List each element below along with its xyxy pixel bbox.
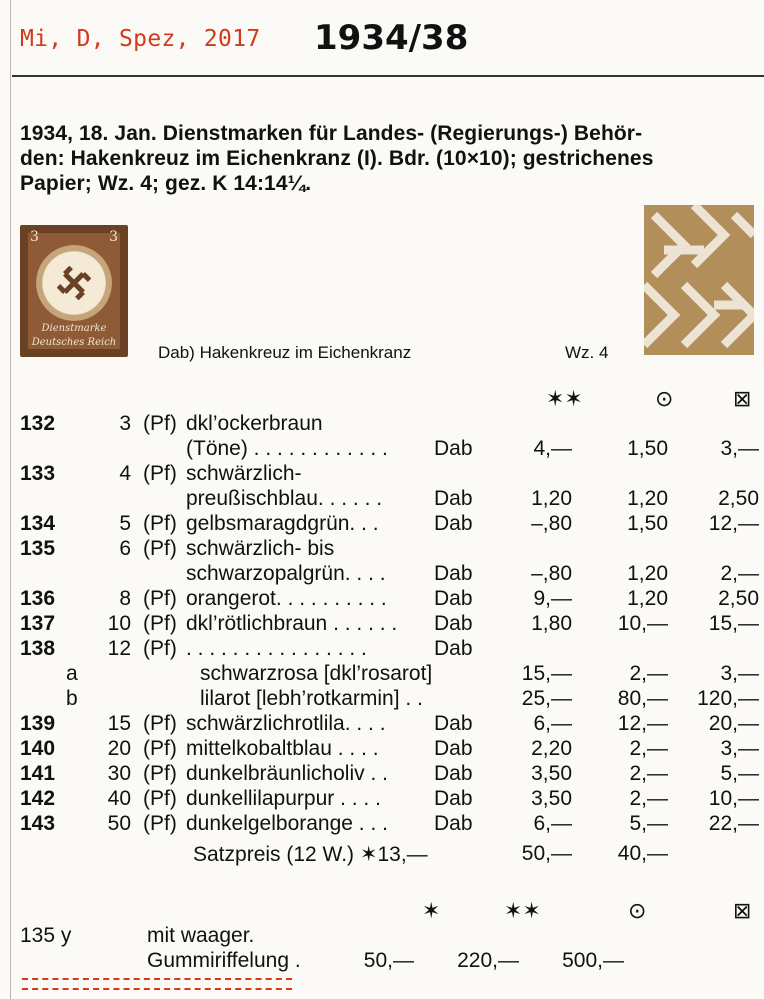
row-price-cover: 5,— bbox=[720, 762, 759, 785]
variant-used: 500,— bbox=[562, 949, 624, 972]
variant-mint: 220,— bbox=[457, 949, 519, 972]
row-number: b bbox=[66, 687, 78, 710]
row-description: schwärzlichrotlila. . . . bbox=[186, 712, 386, 735]
variant-row bbox=[0, 924, 764, 948]
row-price-used: 1,50 bbox=[627, 437, 668, 460]
stamp-value-right: 3 bbox=[109, 229, 118, 245]
row-value: 30 bbox=[107, 762, 131, 785]
row-type: Dab bbox=[434, 512, 473, 535]
row-price-cover: 2,50 bbox=[718, 487, 759, 510]
row-price-cover: 3,— bbox=[720, 737, 759, 760]
row-description: schwärzlich- bis bbox=[186, 537, 335, 560]
red-dashed-underline-2 bbox=[22, 988, 292, 990]
row-price-cover: 3,— bbox=[720, 662, 759, 685]
stamp-text-2: Deutsches Reich bbox=[31, 337, 117, 348]
watermark-caption: Wz. 4 bbox=[565, 343, 609, 362]
row-number: 142 bbox=[20, 787, 56, 810]
intro-line-2: den: Hakenkreuz im Eichenkranz (I). Bdr. (10×10); gestrichenes bbox=[20, 147, 654, 170]
table-row bbox=[0, 687, 764, 711]
row-value: 4 bbox=[119, 462, 131, 485]
row-price-cover: 2,— bbox=[720, 562, 759, 585]
row-price-cover: 3,— bbox=[720, 437, 759, 460]
table-row bbox=[0, 537, 764, 561]
row-number: 138 bbox=[20, 637, 56, 660]
row-unit: (Pf) bbox=[143, 762, 177, 785]
row-number: 132 bbox=[20, 412, 56, 435]
table-row bbox=[0, 712, 764, 736]
row-type: Dab bbox=[434, 587, 473, 610]
row-type: Dab bbox=[434, 762, 473, 785]
row-number: 143 bbox=[20, 812, 56, 835]
row-unit: (Pf) bbox=[143, 637, 177, 660]
row-type: Dab bbox=[434, 437, 473, 460]
row-value: 8 bbox=[119, 587, 131, 610]
table-row bbox=[0, 437, 764, 461]
row-number: 137 bbox=[20, 612, 56, 635]
row-price-cover: 10,— bbox=[708, 787, 759, 810]
row-price-used: 5,— bbox=[629, 812, 668, 835]
row-price-cover: 2,50 bbox=[718, 587, 759, 610]
row-description: . . . . . . . . . . . . . . . . bbox=[186, 637, 367, 660]
table-row bbox=[0, 787, 764, 811]
row-price-mint: –,80 bbox=[531, 512, 572, 535]
mint-column-header: ✶✶ bbox=[546, 386, 583, 411]
row-price-mint: 6,— bbox=[533, 712, 572, 735]
set-price-mint: 50,— bbox=[521, 842, 572, 865]
page-title: 1934/38 bbox=[314, 18, 469, 58]
intro-line-1: 1934, 18. Jan. Dienstmarken für Landes- (Regierungs-) Behör- bbox=[20, 122, 643, 145]
variant-desc-2: Gummiriffelung . bbox=[147, 949, 301, 972]
header-rule bbox=[12, 75, 764, 77]
table-row bbox=[0, 487, 764, 511]
row-price-mint: 3,50 bbox=[531, 787, 572, 810]
row-number: 133 bbox=[20, 462, 56, 485]
row-price-cover: 15,— bbox=[708, 612, 759, 635]
used-column-header-2: ⊙ bbox=[628, 898, 647, 923]
variant-hinged: 50,— bbox=[363, 949, 414, 972]
row-description: (Töne) . . . . . . . . . . . . bbox=[186, 437, 388, 460]
row-number: 141 bbox=[20, 762, 56, 785]
row-price-used: 80,— bbox=[617, 687, 668, 710]
table-row bbox=[0, 562, 764, 586]
row-unit: (Pf) bbox=[143, 512, 177, 535]
stamp-text-1: Dienstmarke bbox=[41, 323, 107, 334]
cover-column-header: ⊠ bbox=[733, 386, 752, 411]
row-unit: (Pf) bbox=[143, 537, 177, 560]
table-row bbox=[0, 612, 764, 636]
row-price-used: 2,— bbox=[629, 787, 668, 810]
row-price-mint: 2,20 bbox=[531, 737, 572, 760]
row-price-cover: 20,— bbox=[708, 712, 759, 735]
row-description: preußischblau. . . . . . bbox=[186, 487, 383, 510]
table-row bbox=[0, 737, 764, 761]
row-value: 6 bbox=[119, 537, 131, 560]
used-column-header: ⊙ bbox=[655, 386, 674, 411]
table-row bbox=[0, 637, 764, 661]
red-dashed-underline bbox=[22, 978, 292, 980]
row-unit: (Pf) bbox=[143, 462, 177, 485]
row-value: 15 bbox=[107, 712, 131, 735]
row-type: Dab bbox=[434, 787, 473, 810]
set-price-label: Satzpreis (12 W.) ✶13,— bbox=[193, 843, 428, 866]
hinged-column-header: ✶ bbox=[422, 898, 441, 923]
row-type: Dab bbox=[434, 737, 473, 760]
row-price-used: 2,— bbox=[629, 662, 668, 685]
row-price-used: 1,20 bbox=[627, 587, 668, 610]
row-type: Dab bbox=[434, 712, 473, 735]
row-price-used: 1,20 bbox=[627, 487, 668, 510]
row-description: dunkelgelborange . . . bbox=[186, 812, 388, 835]
row-description: dkl’rötlichbraun . . . . . . bbox=[186, 612, 398, 635]
row-number: a bbox=[66, 662, 78, 685]
row-price-cover: 12,— bbox=[708, 512, 759, 535]
row-unit: (Pf) bbox=[143, 712, 177, 735]
row-price-cover: 120,— bbox=[697, 687, 759, 710]
row-price-used: 1,20 bbox=[627, 562, 668, 585]
row-description: mittelkobaltblau . . . . bbox=[186, 737, 379, 760]
table-row bbox=[0, 812, 764, 836]
intro-line-3: Papier; Wz. 4; gez. K 14:14¼. bbox=[20, 172, 312, 195]
row-price-used: 12,— bbox=[617, 712, 668, 735]
row-price-mint: 15,— bbox=[521, 662, 572, 685]
row-value: 5 bbox=[119, 512, 131, 535]
row-value: 50 bbox=[107, 812, 131, 835]
row-price-used: 10,— bbox=[617, 612, 668, 635]
row-description: orangerot. . . . . . . . . . bbox=[186, 587, 387, 610]
row-price-used: 2,— bbox=[629, 737, 668, 760]
table-row bbox=[0, 662, 764, 686]
row-description: schwarzopalgrün. . . . bbox=[186, 562, 386, 585]
set-price-row bbox=[0, 842, 764, 866]
row-number: 140 bbox=[20, 737, 56, 760]
row-unit: (Pf) bbox=[143, 587, 177, 610]
watermark-image bbox=[644, 205, 754, 355]
mint-column-header-2: ✶✶ bbox=[504, 898, 541, 923]
row-price-mint: 25,— bbox=[521, 687, 572, 710]
row-price-mint: 3,50 bbox=[531, 762, 572, 785]
row-price-mint: 9,— bbox=[533, 587, 572, 610]
table-row bbox=[0, 462, 764, 486]
stamp-caption: Dab) Hakenkreuz im Eichenkranz bbox=[158, 343, 412, 362]
row-type: Dab bbox=[434, 487, 473, 510]
row-price-cover: 22,— bbox=[708, 812, 759, 835]
set-price-used: 40,— bbox=[617, 842, 668, 865]
row-price-mint: 1,20 bbox=[531, 487, 572, 510]
cover-column-header-2: ⊠ bbox=[733, 898, 752, 923]
row-price-mint: 6,— bbox=[533, 812, 572, 835]
row-value: 3 bbox=[119, 412, 131, 435]
table-row bbox=[0, 512, 764, 536]
row-type: Dab bbox=[434, 637, 473, 660]
variant-number: 135 y bbox=[20, 924, 72, 947]
row-unit: (Pf) bbox=[143, 737, 177, 760]
row-unit: (Pf) bbox=[143, 612, 177, 635]
row-number: 139 bbox=[20, 712, 56, 735]
row-number: 136 bbox=[20, 587, 56, 610]
row-type: Dab bbox=[434, 612, 473, 635]
row-description: lilarot [lebh’rotkarmin] . . bbox=[200, 687, 423, 710]
row-description: schwärzlich- bbox=[186, 462, 302, 485]
table-row bbox=[0, 412, 764, 436]
row-description: dunkelbräunlicholiv . . bbox=[186, 762, 388, 785]
row-unit: (Pf) bbox=[143, 812, 177, 835]
swastika-icon bbox=[57, 266, 91, 300]
row-value: 40 bbox=[107, 787, 131, 810]
row-value: 20 bbox=[107, 737, 131, 760]
row-type: Dab bbox=[434, 562, 473, 585]
row-type: Dab bbox=[434, 812, 473, 835]
table-row bbox=[0, 587, 764, 611]
source-annotation: Mi, D, Spez, 2017 bbox=[20, 26, 261, 52]
table-row bbox=[0, 762, 764, 786]
row-description: dunkellilapurpur . . . . bbox=[186, 787, 381, 810]
row-price-mint: 1,80 bbox=[531, 612, 572, 635]
row-price-used: 1,50 bbox=[627, 512, 668, 535]
row-value: 12 bbox=[107, 637, 131, 660]
variant-row-2 bbox=[0, 949, 764, 973]
row-price-used: 2,— bbox=[629, 762, 668, 785]
row-description: schwarzrosa [dkl’rosarot] bbox=[200, 662, 433, 685]
row-unit: (Pf) bbox=[143, 412, 177, 435]
row-value: 10 bbox=[107, 612, 131, 635]
row-price-mint: 4,— bbox=[533, 437, 572, 460]
row-number: 135 bbox=[20, 537, 56, 560]
row-unit: (Pf) bbox=[143, 787, 177, 810]
row-price-mint: –,80 bbox=[531, 562, 572, 585]
row-number: 134 bbox=[20, 512, 56, 535]
row-description: gelbsmaragdgrün. . . bbox=[186, 512, 379, 535]
stamp-value-left: 3 bbox=[30, 229, 39, 245]
variant-desc-1: mit waager. bbox=[147, 924, 255, 947]
stamp-image bbox=[20, 225, 128, 357]
row-description: dkl’ockerbraun bbox=[186, 412, 323, 435]
